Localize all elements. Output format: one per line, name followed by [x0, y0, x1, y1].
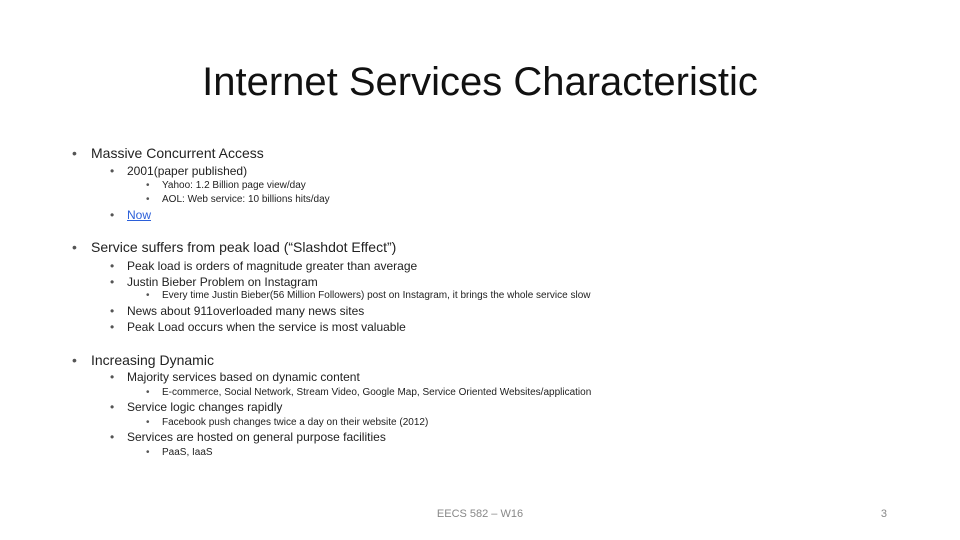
bullet-icon: •: [72, 145, 77, 161]
bullet-text: Justin Bieber Problem on Instagram: [127, 275, 318, 289]
bullet-icon: •: [146, 194, 150, 205]
bullet-icon: •: [72, 352, 77, 368]
bullet-icon: •: [110, 400, 115, 414]
bullet-icon: •: [110, 275, 115, 289]
bullet-text: Services are hosted on general purpose facilities: [127, 430, 386, 444]
bullet-text: AOL: Web service: 10 billions hits/day: [162, 194, 330, 205]
bullet-icon: •: [146, 417, 150, 428]
bullet-text: Facebook push changes twice a day on their website (2012): [162, 417, 429, 428]
bullet-text: Service logic changes rapidly: [127, 400, 283, 414]
bullet-text: 2001(paper published): [127, 164, 248, 178]
bullet-text: Peak Load occurs when the service is most valuable: [127, 320, 406, 334]
bullet-text: Majority services based on dynamic content: [127, 370, 360, 384]
bullet-icon: •: [72, 239, 77, 255]
bullet-icon: •: [110, 208, 115, 222]
bullet-text: Peak load is orders of magnitude greater than average: [127, 259, 418, 273]
bullet-icon: •: [110, 320, 115, 334]
bullet-text: PaaS, IaaS: [162, 447, 213, 458]
bullet-text: Service suffers from peak load (“Slashdot Effect”): [91, 239, 397, 255]
now-link[interactable]: Now: [127, 208, 152, 222]
bullet-text: Every time Justin Bieber(56 Million Followers) post on Instagram, it brings the whole service slow: [162, 290, 591, 301]
bullet-icon: •: [146, 180, 150, 191]
bullet-icon: •: [110, 304, 115, 318]
bullet-icon: •: [146, 387, 150, 398]
bullet-text: Increasing Dynamic: [91, 352, 214, 368]
bullet-icon: •: [146, 447, 150, 458]
bullet-icon: •: [110, 164, 115, 178]
bullet-icon: •: [110, 259, 115, 273]
bullet-icon: •: [110, 370, 115, 384]
footer-course: EECS 582 – W16: [436, 508, 524, 520]
bullet-text: Massive Concurrent Access: [91, 145, 264, 161]
bullet-text: Yahoo: 1.2 Billion page view/day: [162, 180, 306, 191]
slide-title: Internet Services Characteristic: [202, 60, 758, 104]
bullet-text: E-commerce, Social Network, Stream Video, Google Map, Service Oriented Websites/application: [162, 387, 592, 398]
bullet-text: News about 911overloaded many news sites: [127, 304, 365, 318]
bullet-icon: •: [146, 290, 150, 301]
bullet-icon: •: [110, 430, 115, 444]
page-number: 3: [880, 508, 887, 520]
